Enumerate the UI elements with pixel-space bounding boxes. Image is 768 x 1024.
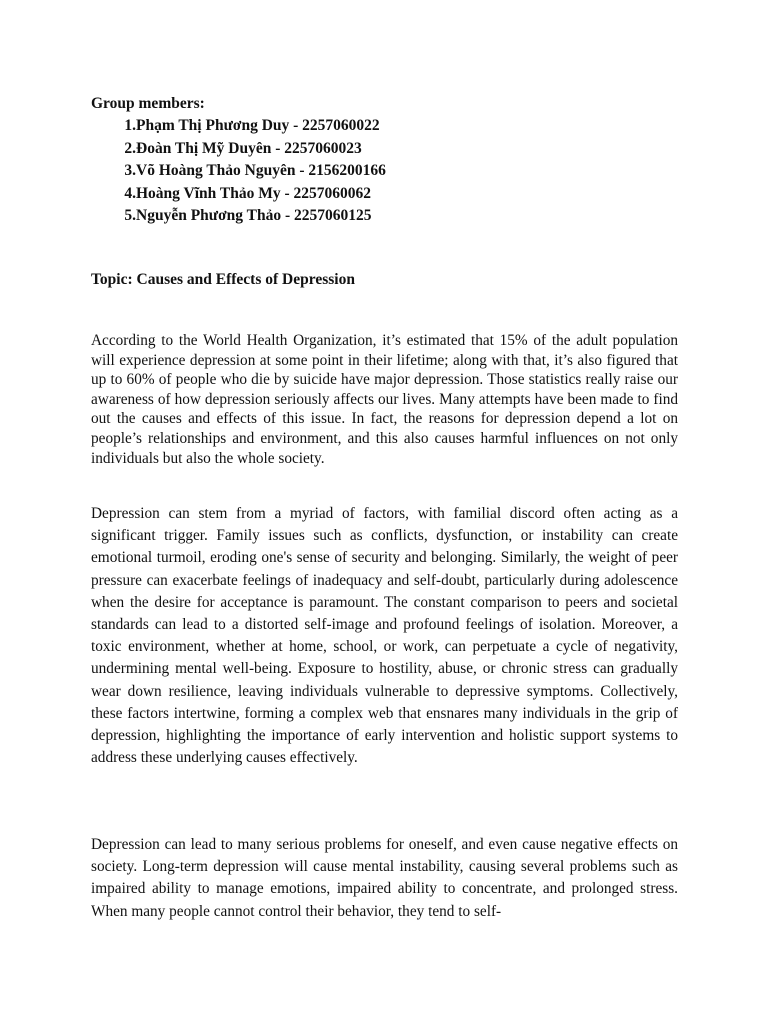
member-name: Đoàn Thị Mỹ Duyên - 2257060023	[136, 139, 362, 157]
group-members-list	[91, 115, 386, 228]
list-number: 3.	[124, 162, 136, 179]
list-number: 5.	[124, 207, 136, 224]
list-item	[91, 160, 386, 183]
member-name: Phạm Thị Phương Duy - 2257060022	[136, 117, 380, 134]
causes-paragraph: Depression can stem from a myriad of factors, with familial discord often acting as a significant trigger. Family issues such as conflicts, dysfunction, or instability can create emotional turmoil, eroding one's sense of security and belonging. Similarly, the weight of peer pressure can exacerbate feelings of inadequacy and self-doubt, particularly during adolescence when the desire for acceptance is paramount. The constant comparison to peers and societal standards can lead to a distorted self-image and profound feelings of isolation. Moreover, a toxic environment, whether at home, school, or work, can perpetuate a cycle of negativity, undermining mental well-being. Exposure to hostility, abuse, or chronic stress can gradually wear down resilience, leaving individuals vulnerable to depressive symptoms. Collectively, these factors intertwine, forming a complex web that ensnares many individuals in the grip of depression, highlighting the importance of early intervention and holistic support systems to address these underlying causes effectively.	[91, 505, 678, 767]
list-item	[91, 115, 386, 138]
group-members-heading: Group members:	[91, 95, 205, 112]
intro-paragraph: According to the World Health Organization, it’s estimated that 15% of the adult population will experience depression at some point in their lifetime; along with that, it’s also figured that up to 60% of people who die by suicide have major depression. Those statistics really raise our awareness of how depression seriously affects our lives. Many attempts have been made to find out the causes and effects of this issue. In fact, the reasons for depression depend a lot on people’s relationships and environment, and this also causes harmful influences on not only individuals but also the whole society.	[91, 332, 678, 467]
list-item	[91, 138, 386, 161]
member-name: Nguyễn Phương Thảo - 2257060125	[136, 207, 372, 224]
effects-paragraph: Depression can lead to many serious problems for oneself, and even cause negative effects on society. Long-term depression will cause mental instability, causing several problems such as impaired ability to manage emotions, impaired ability to concentrate, and prolonged stress. When many people cannot control their behavior, they tend to self-	[91, 836, 678, 920]
list-number: 2.	[124, 139, 136, 157]
member-name: Võ Hoàng Thảo Nguyên - 2156200166	[136, 162, 386, 179]
list-number: 4.	[124, 184, 136, 202]
member-name: Hoàng Vĩnh Thảo My - 2257060062	[136, 184, 371, 202]
list-item	[91, 205, 386, 228]
list-number: 1.	[124, 117, 136, 134]
list-item	[91, 183, 386, 206]
topic-heading: Topic: Causes and Effects of Depression	[91, 271, 355, 288]
